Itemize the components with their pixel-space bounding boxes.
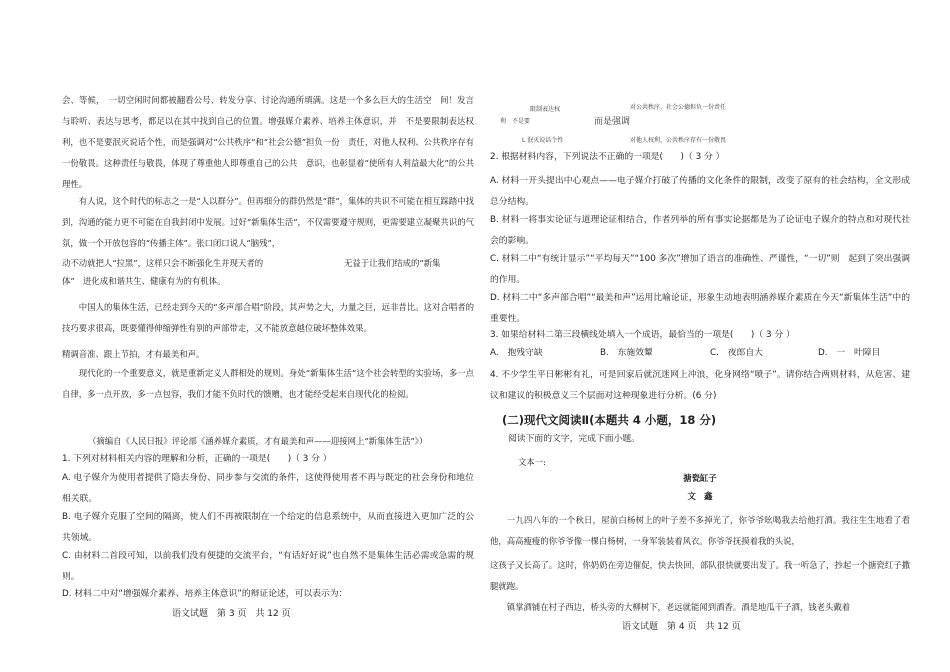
option-c: C. 材料二中“有统计显示”“平均每天”“100 多次”增加了语言的准确性、严谨性，“一切”则 起到了突出强调的作用。	[490, 254, 910, 285]
question-3: 3. 如果给材料二第三段横线处填入一个成语，最恰当的一项是( )（ 3 分 ）	[490, 330, 795, 340]
diagram-label: 利 不是要	[500, 118, 531, 125]
paragraph: 有人说，这个时代的标志之一是“人以群分”。但再细分的群仍然是“群”，集体的共识不可能在相互踩踏中找到，沟通的能力更不可能在自我封闭中发展。过好“新集体生活”，不仅需要遵守规则，更需要建立凝聚共识的气氛，做一个开放包容的“传播主体”。张口闭口说人“脑残”，	[62, 196, 474, 248]
option-d: D. 一 叶障目	[818, 348, 881, 358]
left-page	[62, 0, 474, 672]
option-a: A. 材料一开头提出中心观点——电子媒介打破了传播的文化条件的限制，改变了原有的社会结构，全文形成总分结构。	[490, 176, 910, 207]
option-d: D. 材料二中对“增强媒介素养、培养主体意识”的辩证论述，可以表示为：	[62, 589, 348, 599]
diagram-label: 对他人权利、公共秩序存有一份敬畏	[630, 137, 727, 144]
option-b: B. 电子媒介克服了空间的隔离，使人们不再被限制在一个给定的信息系统中，从而直接进入更加广泛的公共领域。	[62, 512, 474, 543]
option-b: B. 东施效颦	[600, 348, 653, 358]
paragraph-fragment: 动不动就把人“拉黑”，这样只会不断强化生并现天者的	[62, 258, 264, 268]
option-a: A. 电子媒介为使用者提供了隐去身份、同步参与交流的条件，这使得使用者不再与既定的社会身份和地位相关联。	[62, 473, 474, 504]
paragraph-fragment: 体” 进化成和谐共生、健康有为的有机体。	[62, 276, 226, 286]
paragraph: 镇掌酒铺在村子西边，桥头旁的大柳树下，老远就能闻到酒香。酒是地瓜干子酒，钱老头戴着	[506, 602, 851, 612]
option-b: B. 材料一将事实论证与道理论证相结合，作者列举的所有事实论据都是为了论证电子媒介的特点和对现代社会的影响。	[490, 215, 910, 246]
option-d: D. 材料二中“多声部合唱”“最美和声”运用比喻论证，形象生动地表明涵养媒介素质在今天“新集体生活”中的重要性。	[490, 293, 910, 324]
diagram-label: 而是强调	[594, 117, 631, 127]
instruction: 阅读下面的文字，完成下面小题。	[508, 434, 640, 444]
option-c: C. 夜郎自大	[710, 348, 763, 358]
paragraph: 一九四八年的一个秋日，屋前白杨树上的叶子差不多掉光了，你爷爷吆喝我去给他打酒。我往生生地看了看他，高高瘦瘦的你爷爷像一棵白杨树，一身军装装着风衣。你爷爷抚摸着我的头说，	[490, 515, 910, 546]
question-1: 1. 下列对材料相关内容的理解和分析，正确的一项是( )（ 3 分 ）	[62, 454, 332, 464]
section-title: (二)现代文阅读Ⅱ(本题共 4 小题，18 分)	[502, 413, 717, 427]
paragraph: 精调音准、跟上节拍，才有最美和声。	[62, 349, 205, 359]
right-page	[490, 0, 910, 672]
option-a: A. 抱残守缺	[490, 348, 543, 358]
diagram-label: 限制表达权	[530, 106, 561, 113]
diagram-label: L 泯灭说话个性	[522, 137, 564, 144]
paragraph: 这孩子又长高了。这时，你奶奶在旁边催促，快去快回，部队很快就要出发了。我一听急了，抄起一个搪瓷红子撒腿就跑。	[490, 560, 910, 591]
question-2: 2. 根据材料内容，下列说法不正确的一项是( )（ 3 分 ）	[490, 152, 725, 162]
question-4: 4. 不少学生平日彬彬有礼，可是回家后就沉迷网上冲浪，化身网络“喷子”。请你结合两则材料，从危害、建议和建议的积极意义三个层面对这种现象进行分析。(6 分)	[490, 370, 910, 401]
paragraph-fragment: 无益于让我们结成的“新集	[344, 258, 441, 268]
source-citation: （摘编自《人民日报》评论部《涵养媒介素质，才有最美和声——迎接网上“新集体生活”》）	[88, 436, 428, 446]
page-footer: 语文试题 第 3 页 共 12 页	[172, 609, 291, 619]
story-author: 文 鑫	[687, 491, 713, 501]
paragraph: 现代化的一个重要意义，就是重新定义人群相处的规则。身处“新集体生活”这个社会转型的实验场，多一点自律，多一点开放，多一点包容，我们才能不负时代的馈赠，也才能经受起来自现代化的检阅。	[62, 368, 474, 399]
story-title: 搪瓷缸子	[683, 473, 717, 483]
option-c: C. 由材料二首段可知，以前我们没有便捷的交流平台，“有话好好说”也自然不是集体生活必需或急需的规则。	[62, 551, 474, 582]
page-footer: 语文试题 第 4 页 共 12 页	[622, 622, 741, 632]
paragraph: 中国人的集体生活，已经走到今天的“多声部合唱”阶段，其声势之大，力量之巨，远非昔比。这对合唱者的技巧要求很高，既要懂得伸缩弹性有别的声部带走，又不能放意越位破坏整体效果。	[62, 302, 474, 333]
paragraph: 会、等候， 一切空闲时间都被翻看公号、转发分享、讨论沟通所填满。这是一个多么巨大的生活空 间！发言与聆听、表达与思考，都足以在其中找到自己的位置。增强媒介素养、培养主体意识，并 不是要限制表达权利，也不是要泯灭说话个性，而是强调对“公共秩序”和“社会公德”担负一份 责任，对他人权利、公共秩序存有一份敬畏。这种责任与敬畏，体现了尊重他人即尊重自己的公共 意识，也彰显着“使所有人利益最大化”的公共理性。	[62, 95, 474, 189]
diagram-label: 对公共秩序、社会公德担负一份责任	[630, 104, 727, 111]
text-label: 文本一:	[518, 457, 546, 467]
